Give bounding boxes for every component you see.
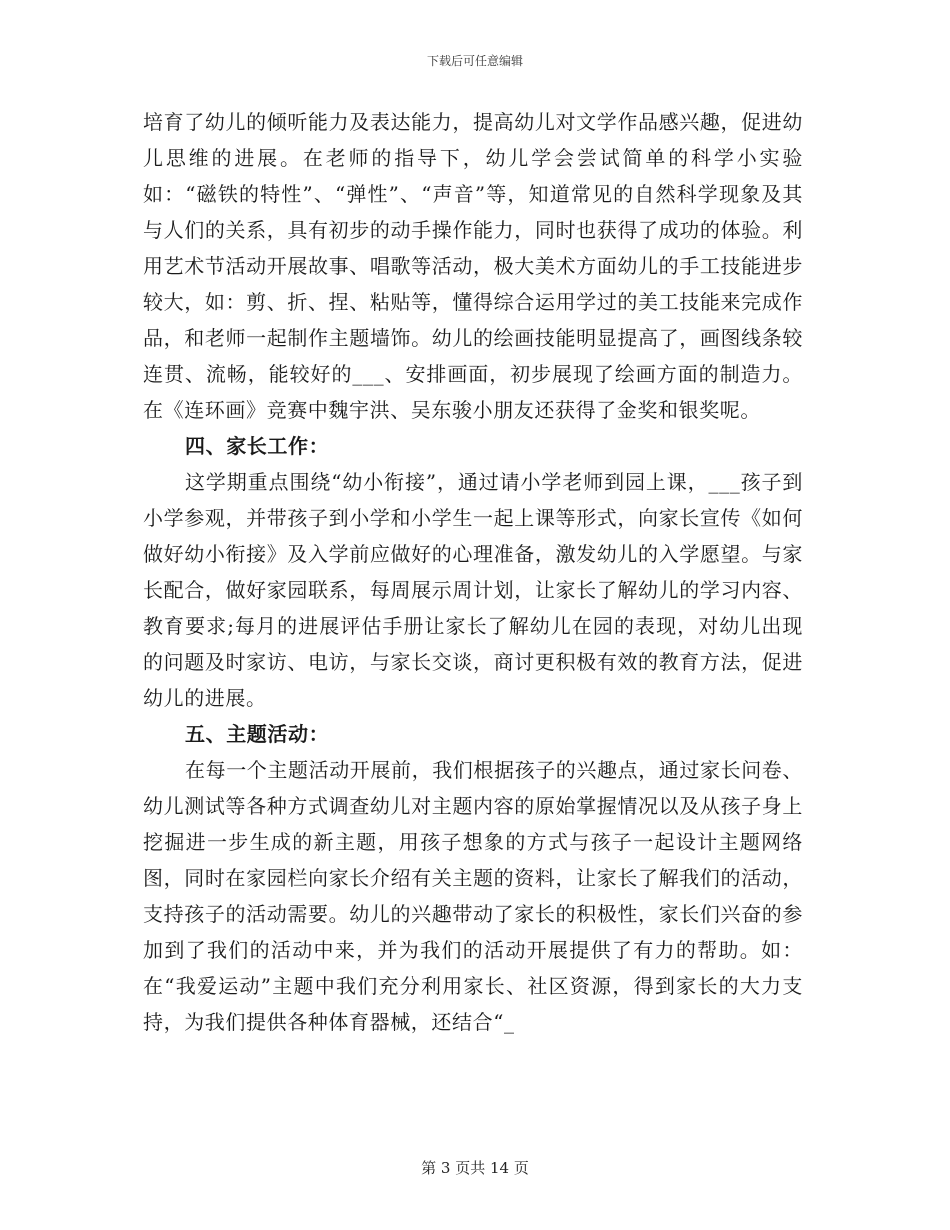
section-heading-parent-work: 四、家长工作： xyxy=(185,434,330,458)
document-body xyxy=(143,104,803,1040)
page-header-note: 下载后可任意编辑 xyxy=(426,54,523,68)
section-heading-theme-activities: 五、主题活动： xyxy=(185,722,330,746)
paragraph-art-skills: 培育了幼儿的倾听能力及表达能力，提高幼儿对文学作品感兴趣，促进幼儿思维的进展。在老师的指导下，幼儿学会尝试简单的科学小实验如：“磁铁的特性”、“弹性”、“声音”等，知道常见的自然科学现象及其与人们的关系，具有初步的动手操作能力，同时也获得了成功的体验。利用艺术节活动开展故事、唱歌等活动，极大美术方面幼儿的手工技能进步较大，如：剪、折、捏、粘贴等，懂得综合运用学过的美工技能来完成作品，和老师一起制作主题墙饰。幼儿的绘画技能明显提高了，画图线条较连贯、流畅，能较好的___、安排画面，初步展现了绘画方面的制造力。在《连环画》竞赛中魏宇洪、吴东骏小朋友还获得了金奖和银奖呢。 xyxy=(143,110,803,422)
paragraph-parent-work: 这学期重点围绕“幼小衔接”，通过请小学老师到园上课，___孩子到小学参观，并带孩子到小学和小学生一起上课等形式，向家长宣传《如何做好幼小衔接》及入学前应做好的心理准备，激发幼儿的入学愿望。与家长配合，做好家园联系，每周展示周计划，让家长了解幼儿的学习内容、教育要求;每月的进展评估手册让家长了解幼儿在园的表现，对幼儿出现的问题及时家访、电访，与家长交谈，商讨更积极有效的教育方法，促进幼儿的进展。 xyxy=(143,470,803,710)
page-footer-number: 第 3 页共 14 页 xyxy=(421,1159,529,1177)
paragraph-theme-activities: 在每一个主题活动开展前，我们根据孩子的兴趣点，通过家长问卷、幼儿测试等各种方式调查幼儿对主题内容的原始掌握情况以及从孩子身上挖掘进一步生成的新主题，用孩子想象的方式与孩子一起设计主题网络图，同时在家园栏向家长介绍有关主题的资料，让家长了解我们的活动，支持孩子的活动需要。幼儿的兴趣带动了家长的积极性，家长们兴奋的参加到了我们的活动中来，并为我们的活动开展提供了有力的帮助。如：在“我爱运动”主题中我们充分利用家长、社区资源，得到家长的大力支持，为我们提供各种体育器械，还结合“_ xyxy=(143,758,803,1034)
